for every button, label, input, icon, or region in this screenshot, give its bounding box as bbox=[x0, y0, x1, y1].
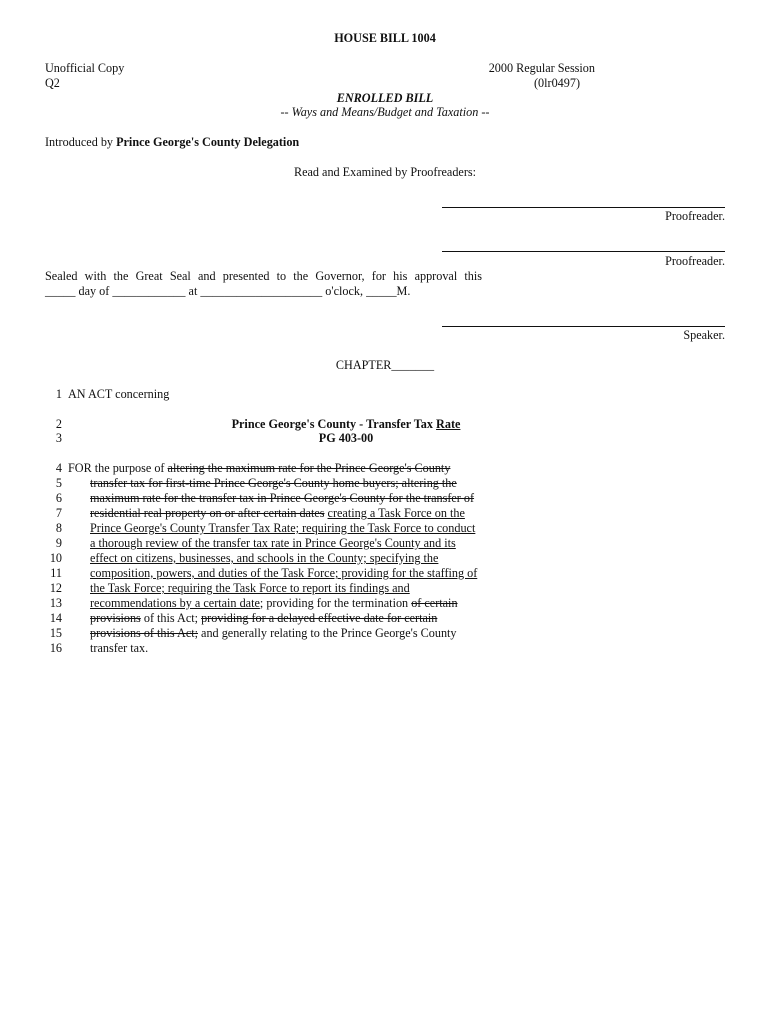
inserted-text: the Task Force; requiring the Task Force to report its findings and bbox=[90, 581, 410, 595]
purpose-line bbox=[90, 596, 458, 611]
session-code: (0lr0497) bbox=[533, 76, 580, 90]
purpose-line bbox=[90, 566, 477, 581]
act-concerning: AN ACT concerning bbox=[68, 387, 170, 401]
copy-label: Unofficial Copy bbox=[45, 61, 125, 75]
purpose-line bbox=[90, 581, 410, 596]
proofreader-label-2: Proofreader. bbox=[665, 254, 725, 268]
inserted-text: a thorough review of the transfer tax rate in Prince George's County and its bbox=[90, 536, 456, 550]
sealed-line-1: Sealed with the Great Seal and presented to the Governor, for his approval this bbox=[45, 269, 482, 283]
copy-code: Q2 bbox=[45, 76, 60, 90]
line-number: 9 bbox=[55, 536, 62, 550]
stricken-text: transfer tax for first-time Prince George's County home buyers; altering the bbox=[90, 476, 457, 490]
stricken-text: maximum rate for the transfer tax in Prince George's County for the transfer of bbox=[90, 491, 475, 505]
speaker-signature-line bbox=[442, 326, 725, 327]
body-text: ; providing for the termination bbox=[259, 596, 412, 610]
bill-title: HOUSE BILL 1004 bbox=[334, 31, 436, 45]
line-number: 14 bbox=[49, 611, 62, 625]
introduced-prefix: Introduced by bbox=[45, 135, 117, 149]
proofreaders-heading: Read and Examined by Proofreaders: bbox=[293, 165, 477, 179]
body-text: of this Act; bbox=[140, 611, 202, 625]
introduced-by bbox=[45, 135, 299, 150]
purpose-line bbox=[90, 626, 457, 641]
line-number: 16 bbox=[49, 641, 62, 655]
stricken-text: of certain bbox=[411, 596, 458, 610]
inserted-text: creating a Task Force on the bbox=[327, 506, 465, 520]
line-number: 7 bbox=[55, 506, 62, 520]
inserted-text: composition, powers, and duties of the Task Force; providing for the staffing of bbox=[90, 566, 478, 580]
purpose-line bbox=[90, 611, 437, 626]
line-number: 2 bbox=[55, 417, 62, 431]
purpose-line bbox=[90, 551, 438, 566]
purpose-line bbox=[90, 641, 148, 656]
stricken-text: provisions bbox=[90, 611, 141, 625]
session-label: 2000 Regular Session bbox=[488, 61, 595, 75]
inserted-text: recommendations by a certain date bbox=[90, 596, 260, 610]
stricken-text: residential real property on or after certain dates bbox=[90, 506, 325, 520]
line-number: 3 bbox=[55, 431, 62, 445]
inserted-text: effect on citizens, businesses, and schools in the County; specifying the bbox=[90, 551, 439, 565]
bill-subject-rate: Rate bbox=[436, 417, 461, 431]
purpose-line bbox=[90, 506, 465, 521]
delegation-name: Prince George's County Delegation bbox=[116, 135, 300, 149]
line-number: 8 bbox=[55, 521, 62, 535]
body-text: transfer tax. bbox=[90, 641, 149, 655]
enrolled-label: ENROLLED BILL bbox=[336, 91, 434, 105]
line-number: 13 bbox=[49, 596, 62, 610]
line-number: 15 bbox=[49, 626, 62, 640]
proofreader-label-1: Proofreader. bbox=[665, 209, 725, 223]
bill-code: PG 403-00 bbox=[318, 431, 374, 445]
line-number: 1 bbox=[55, 387, 62, 401]
speaker-label: Speaker. bbox=[683, 328, 725, 342]
committee-label: -- Ways and Means/Budget and Taxation -- bbox=[280, 105, 490, 119]
stricken-text: altering the maximum rate for the Prince George's County bbox=[167, 461, 451, 475]
sealed-line-2: _____ day of ____________ at ____________________ o'clock, _____M. bbox=[45, 284, 411, 298]
purpose-line bbox=[68, 461, 450, 476]
line-number: 11 bbox=[50, 566, 62, 580]
purpose-line bbox=[90, 521, 475, 536]
purpose-line bbox=[90, 476, 457, 491]
proofreader-signature-line-2 bbox=[442, 251, 725, 252]
purpose-line bbox=[90, 536, 456, 551]
bill-subject bbox=[0, 417, 692, 432]
stricken-text: provisions of this Act; bbox=[90, 626, 198, 640]
bill-subject-main: Prince George's County - Transfer Tax bbox=[231, 417, 437, 431]
body-text: FOR the purpose of bbox=[68, 461, 168, 475]
proofreader-signature-line-1 bbox=[442, 207, 725, 208]
line-number: 12 bbox=[49, 581, 62, 595]
body-text: and generally relating to the Prince George's County bbox=[198, 626, 457, 640]
purpose-line bbox=[90, 491, 474, 506]
inserted-text: Prince George's County Transfer Tax Rate; requiring the Task Force to conduct bbox=[90, 521, 476, 535]
line-number: 5 bbox=[55, 476, 62, 490]
stricken-text: providing for a delayed effective date for certain bbox=[201, 611, 438, 625]
line-number: 10 bbox=[49, 551, 62, 565]
chapter-label: CHAPTER_______ bbox=[335, 358, 435, 372]
line-number: 6 bbox=[55, 491, 62, 505]
line-number: 4 bbox=[55, 461, 62, 475]
